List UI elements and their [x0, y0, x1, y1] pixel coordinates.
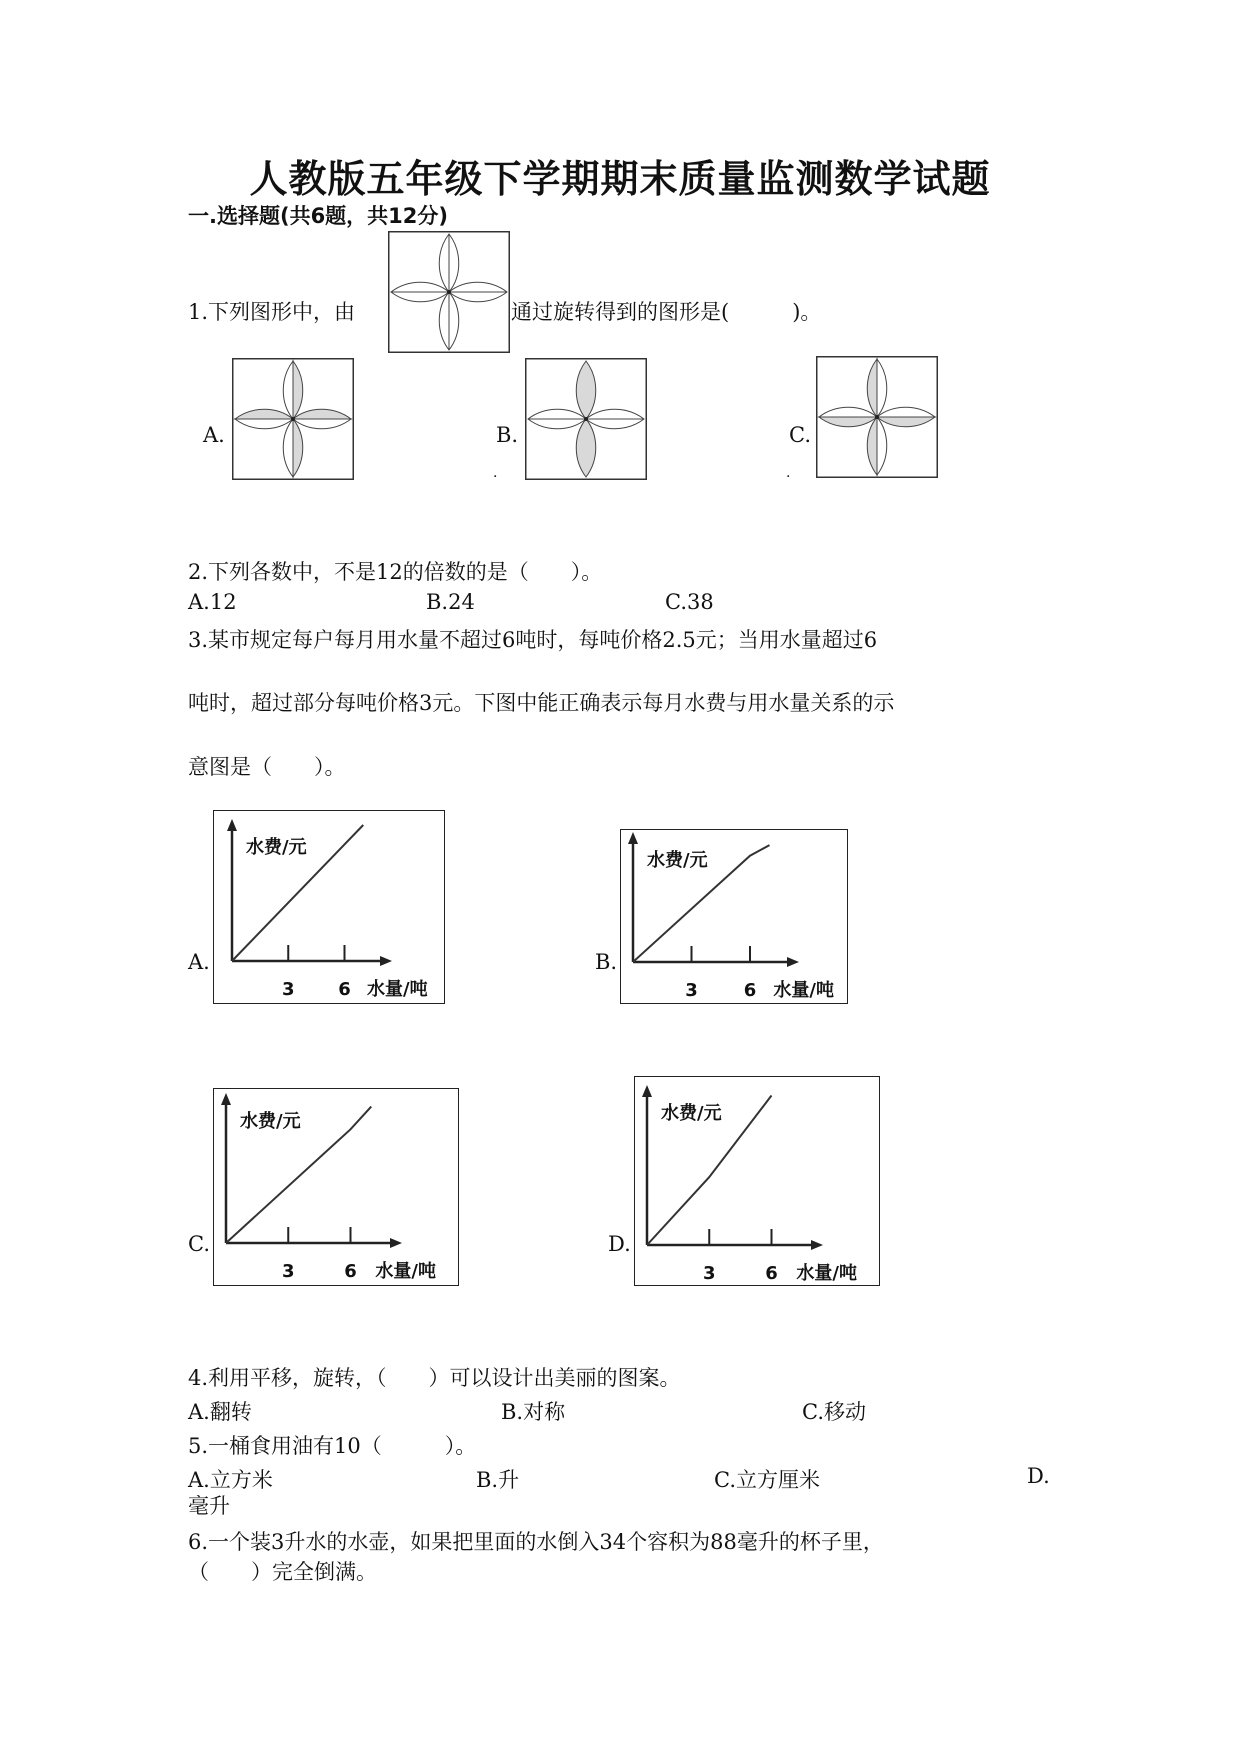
q1-prefix: 1.下列图形中，由: [188, 300, 356, 324]
q4-option-b[interactable]: B.对称: [501, 1400, 566, 1424]
q2-option-b[interactable]: B.24: [426, 590, 475, 614]
x-axis-arrow: [380, 956, 392, 966]
x-tick-label: 6: [743, 980, 757, 1001]
x-tick-label: 6: [765, 1263, 778, 1284]
x-axis-arrow: [390, 1238, 402, 1248]
q4-option-a[interactable]: A.翻转: [188, 1400, 252, 1424]
q5-option-d-continued: 毫升: [188, 1494, 230, 1518]
q3-option-d-graph[interactable]: [634, 1076, 880, 1286]
q1-option-a-figure[interactable]: [232, 358, 354, 480]
page-title: 人教版五年级下学期期末质量监测数学试题: [249, 157, 991, 201]
q4-option-c[interactable]: C.移动: [802, 1400, 866, 1424]
y-axis-label: 水费/元: [661, 1103, 722, 1124]
x-tick-label: 3: [281, 1261, 295, 1282]
y-axis-arrow: [642, 1085, 652, 1097]
q1-option-a-label[interactable]: A.: [203, 423, 225, 447]
q1-flower-figure: [388, 231, 510, 353]
q3-option-c-graph[interactable]: [213, 1088, 459, 1286]
q1-option-c-label[interactable]: C.: [789, 423, 811, 447]
q5-option-d[interactable]: D.: [1027, 1464, 1050, 1488]
y-axis-label: 水费/元: [246, 837, 307, 858]
q3-option-a-graph[interactable]: [213, 810, 445, 1004]
y-axis-label: 水费/元: [240, 1111, 301, 1132]
x-axis-label: 水量/吨: [375, 1261, 436, 1282]
x-tick-label: 3: [685, 980, 698, 1001]
q2-option-a[interactable]: A.12: [188, 590, 237, 614]
q6-line-1: 6.一个装3升水的水壶，如果把里面的水倒入34个容积为88毫升的杯子里，: [188, 1530, 884, 1554]
x-axis-arrow: [811, 1240, 823, 1250]
q3-option-c-label[interactable]: C.: [188, 1232, 210, 1256]
q1-option-b-figure[interactable]: [525, 358, 647, 480]
q3-option-d-label[interactable]: D.: [608, 1232, 631, 1256]
y-axis-arrow: [628, 832, 638, 844]
q3-line-3: 意图是（ ）。: [188, 755, 346, 779]
x-tick-label: 3: [702, 1263, 716, 1284]
x-tick-label: 6: [344, 1261, 357, 1282]
q4-text: 4.利用平移，旋转，（ ）可以设计出美丽的图案。: [188, 1366, 681, 1390]
q5-option-a[interactable]: A.立方米: [188, 1468, 273, 1492]
x-tick-label: 3: [281, 979, 295, 1000]
q1-option-c-dot: .: [786, 465, 791, 481]
q3-line-1: 3.某市规定每户每月用水量不超过6吨时，每吨价格2.5元；当用水量超过6: [188, 628, 878, 652]
q3-line-2: 吨时，超过部分每吨价格3元。下图中能正确表示每月水费与用水量关系的示: [188, 691, 895, 715]
q3-option-b-label[interactable]: B.: [595, 950, 618, 974]
q1-option-c-figure[interactable]: [816, 356, 938, 478]
x-axis-label: 水量/吨: [367, 979, 428, 1000]
q5-text: 5.一桶食用油有10（ ）。: [188, 1434, 477, 1458]
q6-line-2: （ ）完全倒满。: [188, 1560, 377, 1584]
q1-option-b-dot: .: [493, 465, 498, 481]
q2-text: 2.下列各数中，不是12的倍数的是（ ）。: [188, 560, 603, 584]
x-axis-label: 水量/吨: [796, 1263, 857, 1284]
x-tick-label: 6: [338, 979, 351, 1000]
section-heading: 一.选择题(共6题，共12分): [188, 204, 449, 228]
y-axis-arrow: [227, 819, 237, 831]
q3-option-b-graph[interactable]: [620, 829, 848, 1004]
q1-option-b-label[interactable]: B.: [496, 423, 519, 447]
y-axis-label: 水费/元: [647, 850, 708, 871]
q5-option-c[interactable]: C.立方厘米: [714, 1468, 820, 1492]
q5-option-b[interactable]: B.升: [476, 1468, 520, 1492]
q2-option-c[interactable]: C.38: [665, 590, 714, 614]
q1-suffix: 通过旋转得到的图形是( )。: [511, 300, 822, 324]
y-axis-arrow: [221, 1093, 231, 1105]
x-axis-arrow: [787, 957, 799, 967]
q3-option-a-label[interactable]: A.: [188, 950, 210, 974]
x-axis-label: 水量/吨: [773, 980, 834, 1001]
